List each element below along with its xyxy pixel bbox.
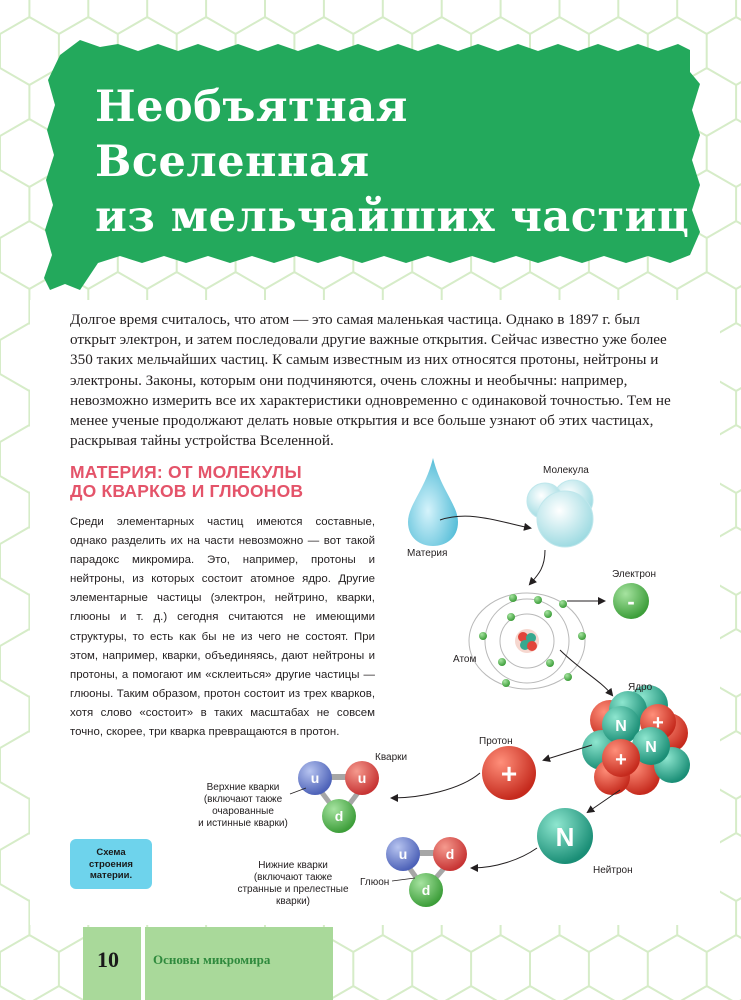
schema-caption-line-2: строения bbox=[89, 858, 133, 870]
neutron-quark-d1: d bbox=[445, 846, 455, 862]
schema-caption-box bbox=[70, 839, 152, 889]
proton-quark-d: d bbox=[334, 808, 344, 824]
nucleus-neutron-symbol-2: N bbox=[645, 739, 657, 756]
label-atom: Атом bbox=[453, 654, 477, 665]
footer-divider bbox=[141, 927, 145, 1000]
label-gluon: Глюон bbox=[360, 877, 390, 888]
section-body-text: Среди элементарных частиц имеются составные, однако разделить их на части невозможно — вот такой парадокс микромира. Это, например, протоны и нейтроны, из которых состоит атомное ядро. Другие элементарные частицы (электрон, нейтрино, кварки, глюоны и т. д.) сегодня считаются не имеющими структуры, то есть как бы не из чего не состоят. При этом, например, кварки, объединяясь, дают нейтроны и протоны, а помогают им «склеиться» другие частицы — глюоны. Таким образом, протон состоит из трех кварков, хотя слово «состоит» в таких масштабах не совсем точно, скорее, три кварка превращаются в протон. bbox=[70, 516, 375, 739]
section-heading-line-1: МАТЕРИЯ: ОТ МОЛЕКУЛЫ bbox=[70, 462, 302, 482]
footer-section-label: Основы микромира bbox=[153, 952, 271, 967]
atom-icon bbox=[469, 593, 586, 689]
arrow-molecule-to-atom bbox=[530, 550, 545, 584]
arrow-proton-to-quarks bbox=[392, 773, 480, 798]
upper-quarks-line-1: Верхние кварки bbox=[206, 782, 280, 793]
molecule-icon bbox=[527, 480, 593, 547]
page-number: 10 bbox=[97, 947, 119, 972]
proton-quark-u2: u bbox=[357, 770, 367, 786]
title-line-2: Вселенная bbox=[95, 137, 370, 187]
label-proton: Протон bbox=[479, 736, 513, 747]
upper-quarks-line-4: и истинные кварки) bbox=[198, 818, 288, 829]
label-nucleus: Ядро bbox=[628, 682, 653, 693]
label-electron: Электрон bbox=[612, 569, 656, 580]
schema-caption-line-1: Схема bbox=[96, 847, 126, 858]
neutron-quark-d2: d bbox=[421, 882, 431, 898]
lower-quarks-line-1: Нижние кварки bbox=[258, 860, 328, 871]
upper-quarks-line-2: (включают также bbox=[203, 794, 283, 805]
schema-caption-line-3: материи. bbox=[89, 870, 133, 881]
nucleus-proton-symbol-1: + bbox=[652, 712, 664, 734]
arrow-nucleus-to-neutron bbox=[588, 790, 620, 812]
neutron-quark-u: u bbox=[398, 846, 408, 862]
label-molecule: Молекула bbox=[543, 465, 589, 476]
title-line-3: из мельчайших частиц bbox=[95, 192, 690, 242]
section-heading-line-2: ДО КВАРКОВ И ГЛЮОНОВ bbox=[70, 481, 304, 501]
nucleus-neutron-symbol-1: N bbox=[615, 718, 627, 735]
arrow-neutron-to-quarks bbox=[472, 848, 537, 868]
proton-symbol: + bbox=[500, 758, 518, 789]
proton-quark-u1: u bbox=[310, 770, 320, 786]
label-neutron: Нейтрон bbox=[593, 865, 633, 876]
lower-quarks-line-2: (включают также bbox=[253, 872, 333, 883]
matter-drop-icon bbox=[408, 458, 458, 546]
nucleus-icon bbox=[582, 685, 690, 795]
neutron-symbol: N bbox=[555, 822, 575, 852]
electron-symbol: - bbox=[627, 589, 635, 614]
intro-paragraph: Долгое время считалось, что атом — это самая маленькая частица. Однако в 1897 г. был открыт электрон, и затем последовали другие важные открытия. Сейчас известно уже более 350 таких мельчайших частиц. К самым известным из них относятся протоны, нейтроны и электроны. Законы, которым они подчиняются, очень сложны и необычны: например, невозможно измерить все их характеристики одновременно с одинаковой точностью. Тем не менее ученые продолжают делать новые открытия и все больше узнают об этих частицах, раскрывая тайны устройства Вселенной. bbox=[70, 311, 671, 450]
nucleus-proton-symbol-2: + bbox=[615, 749, 627, 771]
gluon-pointer bbox=[392, 878, 415, 881]
title-line-1: Необъятная bbox=[95, 82, 408, 132]
lower-quarks-line-4: кварки) bbox=[276, 896, 310, 907]
upper-quarks-pointer bbox=[290, 788, 306, 794]
upper-quarks-line-3: очарованные bbox=[212, 806, 274, 817]
label-quarks: Кварки bbox=[375, 752, 408, 763]
label-matter: Материя bbox=[407, 548, 448, 559]
arrow-atom-to-nucleus bbox=[560, 650, 612, 695]
lower-quarks-line-3: странные и прелестные bbox=[237, 884, 349, 895]
